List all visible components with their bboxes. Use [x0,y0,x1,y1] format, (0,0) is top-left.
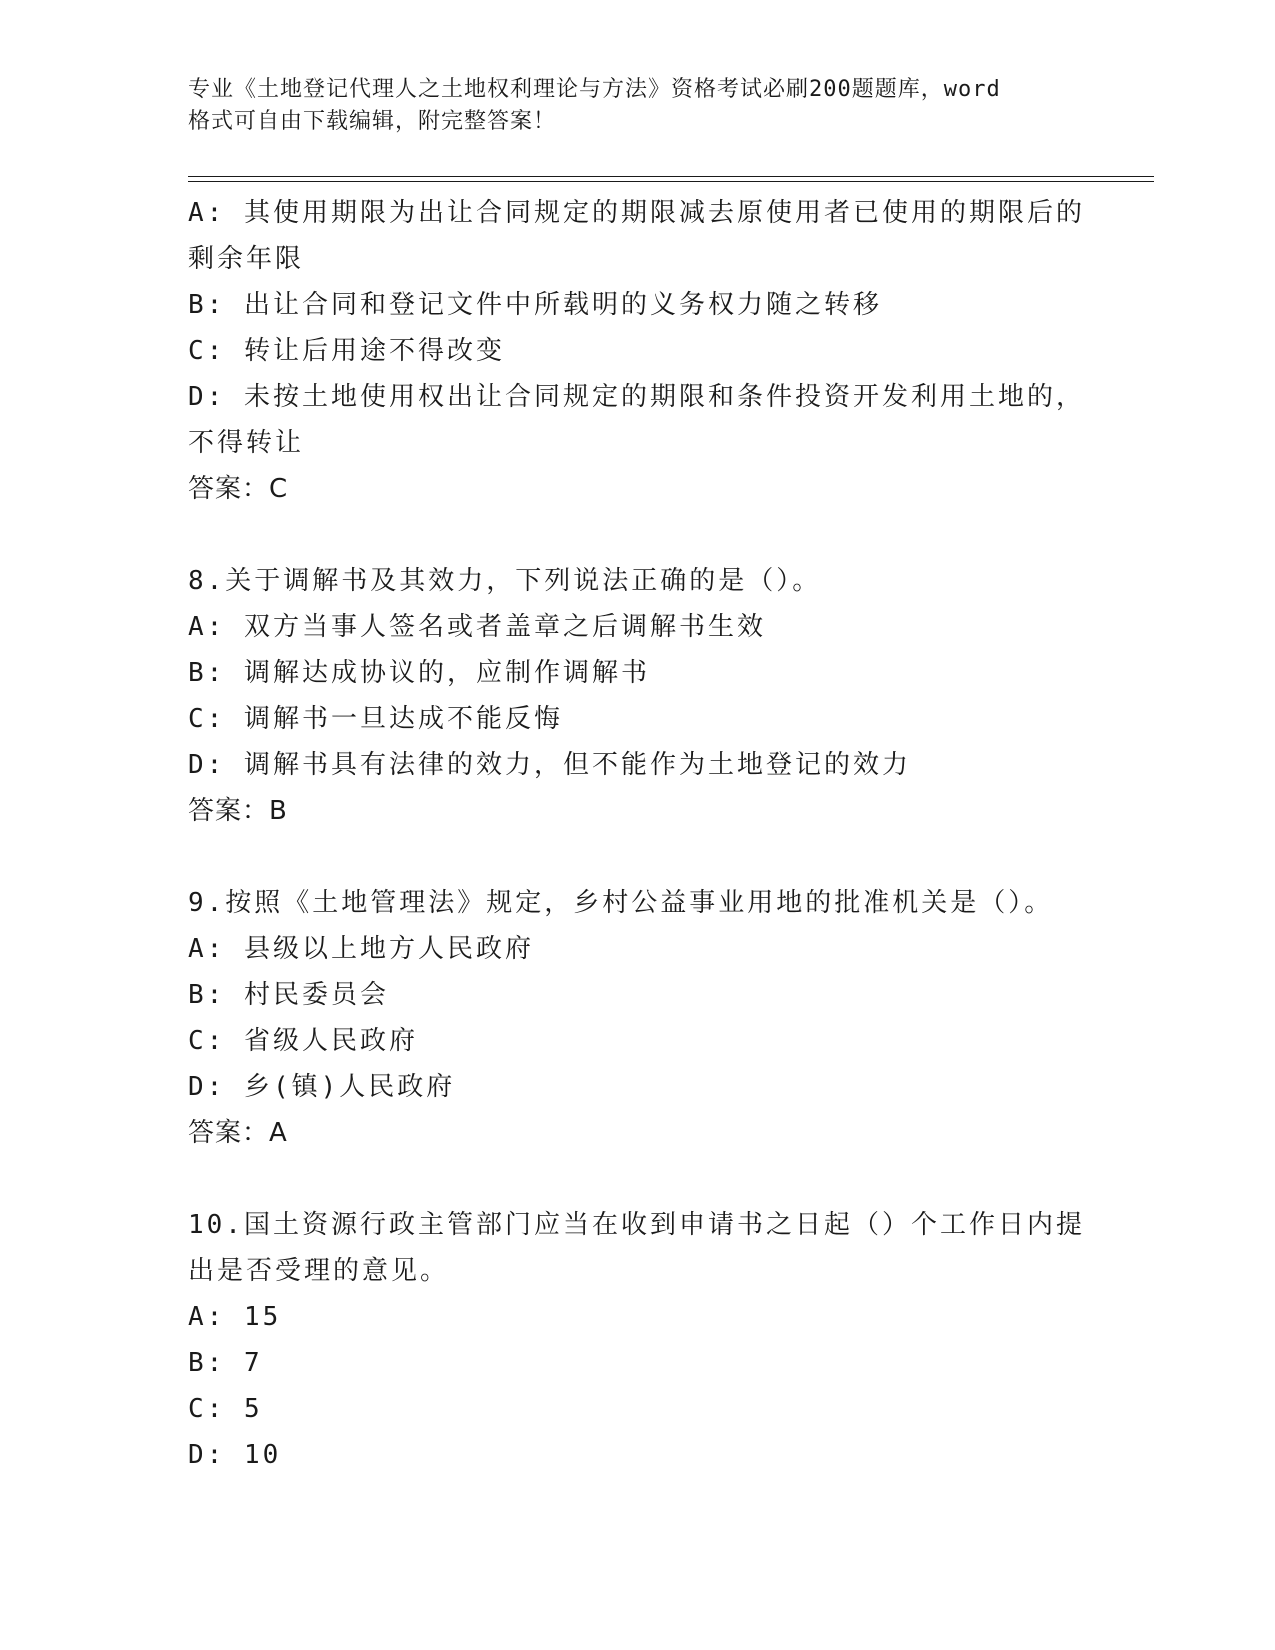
option-b: B: 村民委员会 [188,980,389,1010]
option-c: C: 调解书一旦达成不能反悔 [188,704,563,734]
answer-label: 答案：A [188,1118,288,1148]
option-d-line-2: 不得转让 [188,428,305,458]
header-divider-bottom [188,181,1154,182]
header-divider-top [188,176,1154,177]
option-a: A: 15 [188,1302,282,1332]
question-text: 9.按照《土地管理法》规定，乡村公益事业用地的批准机关是（）。 [188,888,1054,918]
header-title-line-2: 格式可自由下载编辑，附完整答案！ [188,109,557,134]
option-b: B: 7 [188,1348,263,1378]
answer-label: 答案：B [188,796,288,826]
option-b: B: 出让合同和登记文件中所载明的义务权力随之转移 [188,290,882,320]
option-d-line-1: D: 未按土地使用权出让合同规定的期限和条件投资开发利用土地的， [188,382,1085,412]
question-9-block [188,880,1088,1156]
option-c: C: 转让后用途不得改变 [188,336,505,366]
answer-label: 答案：C [188,474,289,504]
option-c: C: 省级人民政府 [188,1026,418,1056]
header-title-line-1: 专业《土地登记代理人之土地权利理论与方法》资格考试必刷200题题库，word [188,77,1001,102]
option-a-line-1: A: 其使用期限为出让合同规定的期限减去原使用者已使用的期限后的 [188,198,1085,228]
spacer [188,1156,1088,1202]
option-a: A: 双方当事人签名或者盖章之后调解书生效 [188,612,766,642]
option-d: D: 乡(镇)人民政府 [188,1072,456,1102]
option-b: B: 调解达成协议的，应制作调解书 [188,658,650,688]
question-10-block [188,1202,1088,1478]
question-list [188,190,1088,1478]
option-c: C: 5 [188,1394,263,1424]
question-7-block [188,190,1088,512]
option-a-line-2: 剩余年限 [188,244,305,274]
option-a: A: 县级以上地方人民政府 [188,934,534,964]
question-8-block [188,558,1088,834]
document-header [188,74,1068,138]
spacer [188,512,1088,558]
question-text: 8.关于调解书及其效力，下列说法正确的是（）。 [188,566,822,596]
spacer [188,834,1088,880]
option-d: D: 10 [188,1440,282,1470]
option-d: D: 调解书具有法律的效力，但不能作为土地登记的效力 [188,750,911,780]
question-text-line-1: 10.国土资源行政主管部门应当在收到申请书之日起（）个工作日内提 [188,1210,1085,1240]
question-text-line-2: 出是否受理的意见。 [188,1256,450,1286]
